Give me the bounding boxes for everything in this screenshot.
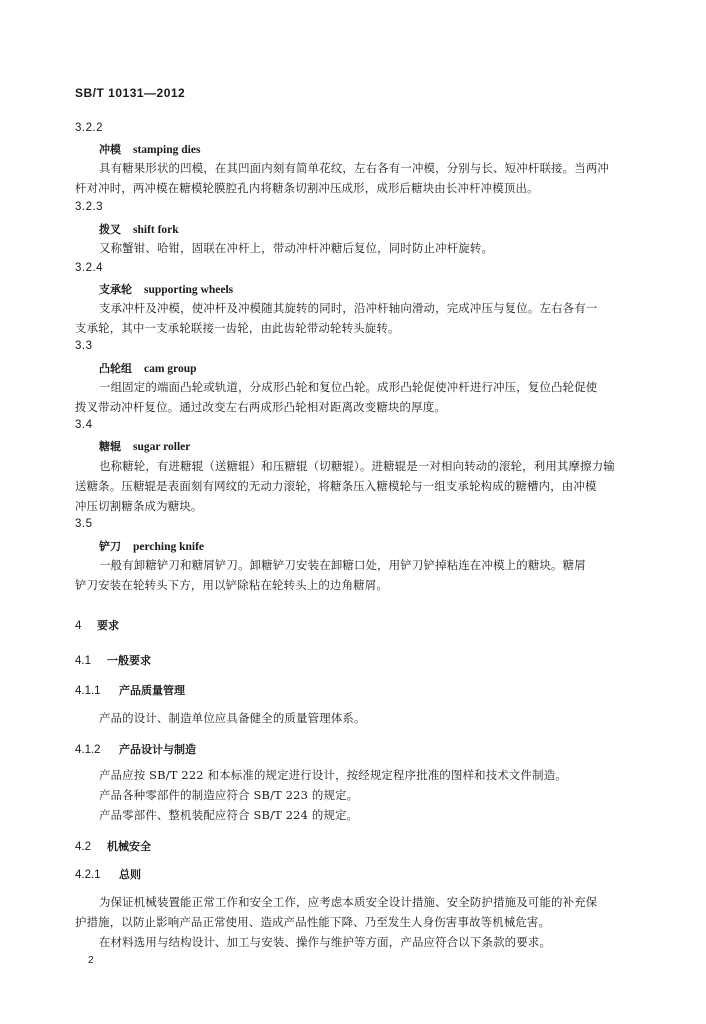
- section-title: 要求: [97, 619, 119, 632]
- definition-line: 杆对冲时，两冲模在糖模轮膜腔孔内将糖条切割冲压成形，成形后糖块由长冲杆冲模顶出。: [75, 181, 539, 195]
- term-en: perching knife: [133, 541, 205, 553]
- section-title: 机械安全: [107, 840, 151, 853]
- term-zh: 支承轮: [99, 283, 132, 296]
- term-title: [99, 221, 179, 237]
- paragraph-line: 为保证机械装置能正常工作和安全工作，应考虑本质安全设计措施、安全防护措施及可能的补充保: [99, 895, 598, 909]
- term-title: [99, 538, 204, 554]
- definition-line: 又称蟹钳、哈钳，固联在冲杆上，带动冲杆冲糖后复位，同时防止冲杆旋转。: [99, 241, 494, 255]
- definition-line: 支承轮，其中一支承轮联接一齿轮，由此齿轮带动轮转头旋转。: [75, 321, 400, 335]
- section-heading: [75, 866, 141, 882]
- term-zh: 铲刀: [99, 540, 121, 553]
- term-zh: 糖辊: [99, 440, 121, 453]
- term-title: [99, 141, 200, 157]
- paragraph-line: 产品零部件、整机装配应符合 SB/T 224 的规定。: [99, 808, 359, 822]
- definition-line: 拨叉带动冲杆复位。通过改变左右两成形凸轮相对距离改变糖块的厚度。: [75, 400, 446, 414]
- clause-number: 3.2.4: [75, 262, 104, 274]
- section-heading: [75, 838, 151, 854]
- term-zh: 凸轮组: [99, 362, 132, 375]
- term-zh: 拨叉: [99, 223, 121, 236]
- clause-number: 3.5: [75, 518, 93, 530]
- term-en: sugar roller: [133, 441, 191, 453]
- section-heading: [75, 741, 196, 757]
- definition-line: 铲刀安装在轮转头下方，用以铲除粘在轮转头上的边角糖屑。: [75, 578, 388, 592]
- term-title: [99, 360, 197, 376]
- paragraph-line: 产品应按 SB/T 222 和本标准的规定进行设计，按经规定程序批准的图样和技术文件制造。: [99, 768, 567, 782]
- paragraph-line: 产品各种零部件的制造应符合 SB/T 223 的规定。: [99, 788, 359, 802]
- clause-number: 3.4: [75, 419, 93, 431]
- section-title: 总则: [119, 868, 141, 881]
- term-en: cam group: [144, 363, 197, 375]
- term-title: [99, 438, 190, 454]
- term-zh: 冲模: [99, 143, 121, 156]
- page-number: 2: [88, 955, 94, 966]
- clause-number: 3.2.2: [75, 122, 104, 134]
- section-number: 4: [75, 620, 82, 632]
- section-number: 4.1.2: [75, 744, 101, 756]
- paragraph-line: 护措施，以防止影响产品正常使用、造成产品性能下降、乃至发生人身伤害事故等机械危害。: [75, 915, 551, 929]
- section-heading: [75, 652, 151, 668]
- term-en: supporting wheels: [144, 284, 234, 296]
- document-id: SB/T 10131—2012: [75, 86, 186, 100]
- definition-line: 送糖条。压糖辊是表面刻有网纹的无动力滚轮，将糖条压入糖模轮与一组支承轮构成的糖槽内，由冲模: [75, 479, 597, 493]
- section-number: 4.2: [75, 841, 91, 853]
- section-number: 4.1.1: [75, 685, 101, 697]
- section-title: 产品质量管理: [119, 684, 185, 697]
- section-number: 4.2.1: [75, 869, 101, 881]
- clause-number: 3.3: [75, 340, 93, 352]
- section-title: 一般要求: [107, 654, 151, 667]
- definition-line: 一般有卸糖铲刀和糖屑铲刀。卸糖铲刀安装在卸糖口处，用铲刀铲掉粘连在冲模上的糖块。糖屑: [99, 558, 586, 572]
- section-title: 产品设计与制造: [119, 743, 196, 756]
- section-number: 4.1: [75, 655, 91, 667]
- definition-line: 也称糖轮，有进糖辊（送糖辊）和压糖辊（切糖辊）。进糖辊是一对相向转动的滚轮，利用其摩擦力输: [99, 459, 615, 473]
- term-title: [99, 281, 233, 297]
- definition-line: 具有糖果形状的凹模，在其凹面内刻有简单花纹，左右各有一冲模，分别与长、短冲杆联接。当两冲: [99, 161, 609, 175]
- section-heading: [75, 617, 119, 633]
- term-en: shift fork: [133, 224, 179, 236]
- term-en: stamping dies: [133, 144, 201, 156]
- definition-line: 一组固定的端面凸轮或轨道，分成形凸轮和复位凸轮。成形凸轮促使冲杆进行冲压，复位凸轮促使: [99, 380, 598, 394]
- definition-line: 冲压切割糖条成为糖块。: [75, 499, 203, 513]
- paragraph-line: 产品的设计、制造单位应具备健全的质量管理体系。: [99, 711, 366, 725]
- clause-number: 3.2.3: [75, 201, 104, 213]
- definition-line: 支承冲杆及冲模，使冲杆及冲模随其旋转的同时，沿冲杆轴向滑动，完成冲压与复位。左右各有一: [99, 301, 598, 315]
- section-heading: [75, 682, 185, 698]
- paragraph-line: 在材料选用与结构设计、加工与安装、操作与维护等方面，产品应符合以下条款的要求。: [99, 935, 552, 949]
